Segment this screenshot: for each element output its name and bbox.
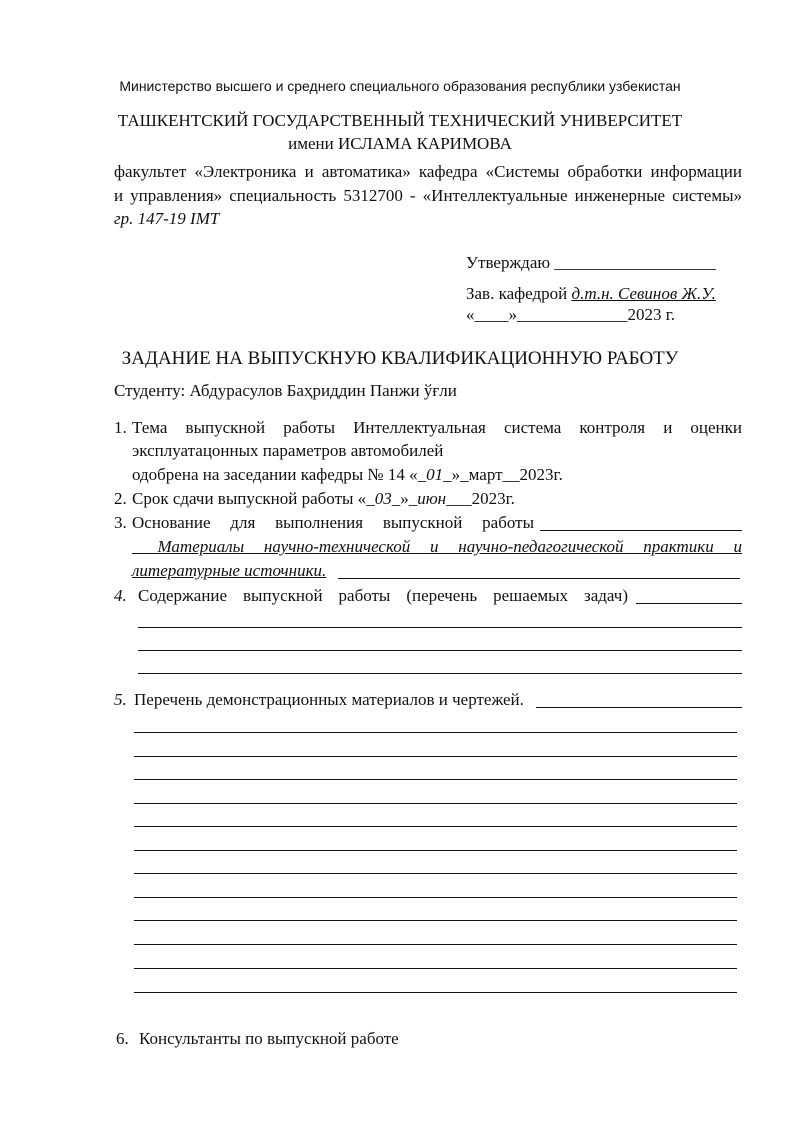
item1-topic-line1: Тема выпускной работы Интеллектуальная система контроля и оценки — [132, 418, 742, 437]
item2-deadline-line — [132, 489, 515, 509]
item6-number: 6. — [116, 1029, 129, 1048]
item5-rule — [134, 944, 737, 945]
item3-basis-line3: литературные источники. — [132, 561, 327, 580]
item4-rule — [138, 673, 742, 674]
item1-approval-date-rest: »_март__2023г. — [451, 465, 563, 484]
faculty-line-2: и управления» специальность 5312700 - «Интеллектуальные инженерные системы» — [114, 186, 742, 205]
item4-content-line1: Содержание выпускной работы (перечень решаемых задач) — [138, 586, 628, 605]
item2-sep: » — [400, 489, 409, 508]
item3-blank-rule-2 — [338, 578, 740, 579]
item5-rule — [134, 873, 737, 874]
university-name-line2: имени ИСЛАМА КАРИМОВА — [288, 134, 512, 153]
item3-basis-line1: Основание для выполнения выпускной работы — [132, 513, 534, 532]
ministry-line: Министерство высшего и среднего специального образования республики узбекистан — [119, 78, 681, 94]
item3-blank-rule — [540, 530, 742, 531]
item2-text: Срок сдачи выпускной работы « — [132, 489, 367, 508]
item1-topic-line2: эксплуатацонных параметров автомобилей — [132, 441, 444, 460]
head-of-department-line — [466, 284, 716, 304]
item4-number: 4. — [114, 586, 127, 605]
item4-blank-rule — [636, 603, 742, 604]
item1-day: _01_ — [417, 465, 452, 484]
university-name: ТАШКЕНТСКИЙ ГОСУДАРСТВЕННЫЙ ТЕХНИЧЕСКИЙ УНИВЕРСИТЕТ — [117, 111, 683, 130]
item1-approval-line — [132, 465, 563, 485]
head-label: Зав. кафедрой — [466, 284, 568, 303]
item1-approval-text: одобрена на заседании кафедры № 14 « — [132, 465, 418, 484]
item2-day: _03_ — [366, 489, 401, 508]
student-line: Студенту: Абдурасулов Баҳриддин Панжи ўғли — [114, 381, 457, 400]
item2-number: 2. — [114, 489, 127, 508]
item5-rule — [134, 803, 737, 804]
faculty-line-1: факультет «Электроника и автоматика» кафедра «Системы обработки информации — [114, 162, 742, 181]
head-name: д.т.н. Севинов Ж.У. — [571, 284, 716, 303]
item6-consultants-line: Консультанты по выпускной работе — [139, 1029, 399, 1048]
item5-rule — [134, 897, 737, 898]
document-title: ЗАДАНИЕ НА ВЫПУСКНУЮ КВАЛИФИКАЦИОННУЮ РАБОТУ — [121, 348, 679, 369]
item3-number: 3. — [114, 513, 127, 532]
item5-rule — [134, 826, 737, 827]
item5-rule — [134, 920, 737, 921]
item1-number: 1. — [114, 418, 127, 437]
item2-month: _июн___ — [408, 489, 472, 508]
approve-signature-blank: ___________________ — [554, 253, 716, 272]
item2-year: 2023г. — [471, 489, 515, 508]
item5-blank-rule — [536, 707, 742, 708]
item5-rule — [134, 968, 737, 969]
item4-rule — [138, 627, 742, 628]
item5-rule — [134, 850, 737, 851]
item5-materials-line1: Перечень демонстрационных материалов и чертежей. — [134, 690, 524, 709]
group-label: гр. 147-19 IMT — [114, 209, 220, 228]
approval-date-line: «____»_____________2023 г. — [466, 305, 676, 324]
item5-rule — [134, 732, 737, 733]
item5-rule — [134, 992, 737, 993]
item3-basis-line2: ___Материалы научно-технической и научно-педагогической практики и — [132, 537, 742, 556]
item5-number: 5. — [114, 690, 127, 709]
item5-rule — [134, 756, 737, 757]
item4-rule — [138, 650, 742, 651]
approve-label: Утверждаю — [466, 253, 551, 272]
item5-rule — [134, 779, 737, 780]
approve-line — [466, 253, 716, 273]
